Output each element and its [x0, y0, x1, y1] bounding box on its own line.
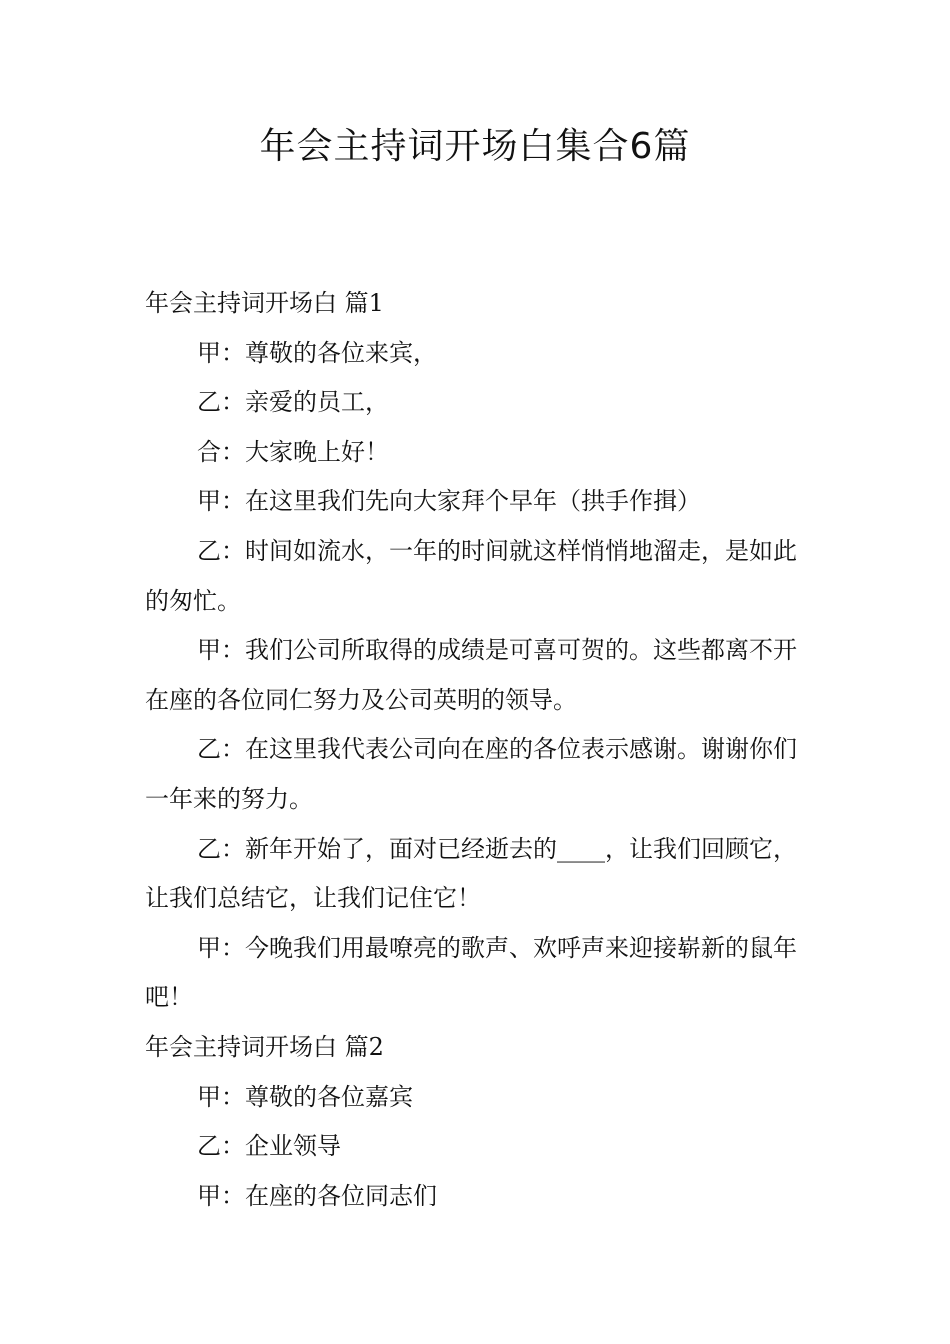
- section-heading: 年会主持词开场白 篇2: [145, 1032, 384, 1061]
- paragraph: 合：大家晚上好！: [197, 437, 389, 466]
- paragraph: 甲：今晚我们用最嘹亮的歌声、欢呼声来迎接崭新的鼠年吧！: [145, 933, 797, 1012]
- paragraph: 乙：亲爱的员工，: [197, 388, 389, 417]
- paragraph: 甲：尊敬的各位嘉宾: [197, 1082, 413, 1111]
- paragraph: 乙：在这里我代表公司向在座的各位表示感谢。谢谢你们一年来的努力。: [145, 735, 797, 813]
- paragraph: 甲：在座的各位同志们: [197, 1181, 437, 1210]
- paragraph: 乙：企业领导: [197, 1132, 341, 1161]
- document-body: [145, 279, 805, 1221]
- paragraph: 乙：时间如流水，一年的时间就这样悄悄地溜走，是如此的匆忙。: [145, 536, 797, 615]
- paragraph: 甲：我们公司所取得的成绩是可喜可贺的。这些都离不开在座的各位同仁努力及公司英明的领导。: [145, 636, 797, 714]
- paragraph: 乙：新年开始了，面对已经逝去的____，让我们回顾它，让我们总结它，让我们记住它！: [145, 834, 797, 913]
- section-heading: 年会主持词开场白 篇1: [145, 289, 384, 317]
- paragraph: 甲：在这里我们先向大家拜个早年（拱手作揖）: [197, 487, 701, 516]
- paragraph: 甲：尊敬的各位来宾，: [197, 338, 437, 367]
- document-title: 年会主持词开场白集合6篇: [259, 126, 691, 167]
